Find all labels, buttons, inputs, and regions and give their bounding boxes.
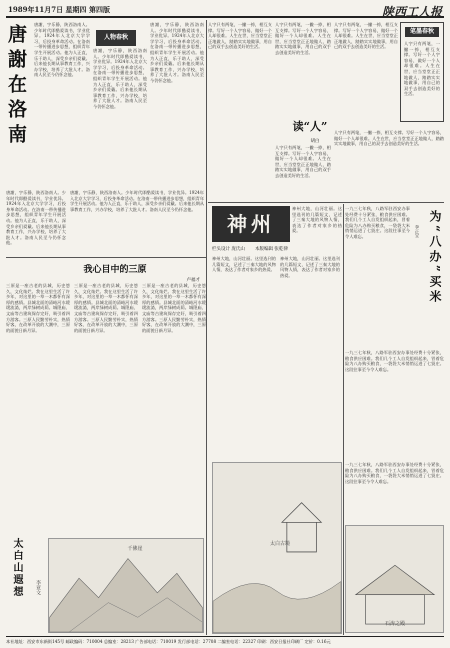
- article1-body-col3: 唐謝，字乐静，陕西洛南人。少年时代即酷爱读书，学业优异。1924年入北京大学学习，后投身革命活动。在洛南一带传播进步思想，组织青年学生开展活动。他为人正直，乐于助人，深受乡亲们爱戴。后来他长期从事教育工作，兴办学校，培养了大批人才。洛南人民至今仍怀念他。: [150, 22, 204, 83]
- divider-middle: [208, 202, 444, 203]
- article3-body-col3: 人字只有两笔，一撇一捺，相互支撑。写好一个人字容易，做好一个人却很难。人生在世，应当堂堂正正地做人，踏踏实实地做事，用自己的双手去创造美好的生活。: [275, 145, 331, 178]
- banner-body: 神州大地，山河壮丽。这里选刊的几篇短文，记述了三秦大地的风物人情，表达了作者对家乡的热爱。: [292, 206, 342, 234]
- sketch1-caption: 千佛崖: [127, 546, 143, 552]
- article3-body-col5: 人字只有两笔，一撇一捺，相互支撑。写好一个人字容易，做好一个人却很难。人生在世，应当堂堂正正地做人，踏踏实实地做事，用自己的双手去创造美好的生活。: [334, 130, 444, 147]
- article3-author: 胡白: [310, 139, 320, 144]
- corner-tag: 笔墨春秋: [405, 27, 439, 37]
- article4-title: 为“八办”买米: [428, 210, 442, 305]
- temple-sketch-icon: [213, 463, 341, 633]
- article1-body-col1: 唐謝，字乐静，陕西洛南人。少年时代即酷爱读书，学业优异。1924年入北京大学学习，后投身革命活动。在洛南一带传播进步思想，组织青年学生开展活动。他为人正直，乐于助人，深受乡亲们爱戴。后来他长期从事教育工作，兴办学校，培养了大批人才。洛南人民至今仍怀念他。: [34, 22, 90, 78]
- article2-title: 我心目中的三原: [83, 265, 147, 275]
- article2-body-col3: 三原是一座古老的县城，历史悠久，文化灿烂。我在这里生活了许多年，对这里的一草一木都怀有深厚的感情。县城北面的清峪河水缓缓流淌，两岸绿树成荫。城隍庙、文庙等古建筑保存完好，吸引着四方游客。三原人民勤劳朴实，热情好客，在改革开放的大潮中，三原的面貌日新月异。: [142, 283, 206, 333]
- hall-sketch-icon: [346, 526, 443, 632]
- article4-body-col2: 一九三七年秋，八路军驻西安办事处经费十分紧张，粮食供应困难。我们几个工人自发组织起来，冒着危险为八办购买粮食，一袋袋大米悄悄运进了七贤庄。这段往事至今令人难忘。: [345, 350, 444, 372]
- article-body-col-mid2: 神州大地，山河壮丽。这里选刊的几篇短文，记述了三秦大地的风物人情，表达了作者对家乡的热爱。: [280, 256, 340, 278]
- article3-title: 读“人”: [292, 120, 328, 133]
- corner-box-text: 人字只有两笔，一撇一捺，相互支撑。写好一个人字容易，做好一个人却很难。人生在世，应当堂堂正正地做人，踏踏实实地做事，用自己的双手去创造美好的生活。: [404, 41, 440, 97]
- article5-author: 李亚文: [35, 580, 41, 595]
- column-rule: [206, 20, 207, 635]
- corner-box: [400, 22, 444, 122]
- article1-body-col5: 唐謝，字乐静，陕西洛南人。少年时代即酷爱读书，学业优异。1924年入北京大学学习，后投身革命活动。在洛南一带传播进步思想，组织青年学生开展活动。他为人正直，乐于助人，深受乡亲们爱戴。后来他长期从事教育工作，兴办学校，培养了大批人才。洛南人民至今仍怀念他。: [70, 190, 205, 212]
- divider: [6, 257, 206, 258]
- sketch-hall: [345, 525, 444, 633]
- article2-author: 卢福才: [186, 278, 200, 283]
- article4-body-col3: 一九三七年秋，八路军驻西安办事处经费十分紧张，粮食供应困难。我们几个工人自发组织起来，冒着危险为八办购买粮食，一袋袋大米悄悄运进了七贤庄。这段往事至今令人难忘。: [345, 462, 444, 484]
- article-body-col-mid1: 神州大地，山河壮丽。这里选刊的几篇短文，记述了三秦大地的风物人情，表达了作者对家乡的热爱。: [212, 256, 276, 273]
- sketch3-caption: 石涛之殿: [384, 621, 405, 627]
- column-rule-2: [343, 204, 344, 635]
- article3-body-col1: 人字只有两笔，一撇一捺，相互支撑。写好一个人字容易，做好一个人却很难。人生在世，应当堂堂正正地做人，踏踏实实地做事，用自己的双手去创造美好的生活。: [208, 22, 272, 50]
- issue-date: 1989年11月7日 星期四 第四版: [8, 5, 110, 14]
- article2-body-col1: 三原是一座古老的县城，历史悠久，文化灿烂。我在这里生活了许多年，对这里的一草一木都怀有深厚的感情。县城北面的清峪河水缓缓流淌，两岸绿树成荫。城隍庙、文庙等古建筑保存完好，吸引着四方游客。三原人民勤劳朴实，热情好客，在改革开放的大潮中，三原的面貌日新月异。: [6, 283, 70, 333]
- sketch2-caption: 太白古境: [269, 541, 290, 547]
- column-tag-people: 人物春秋: [96, 30, 136, 46]
- article5-title: 太白山遐想: [11, 538, 22, 598]
- article1-body-col4: 唐謝，字乐静，陕西洛南人。少年时代即酷爱读书，学业优异。1924年入北京大学学习，后投身革命活动。在洛南一带传播进步思想，组织青年学生开展活动。他为人正直，乐于助人，深受乡亲们爱戴。后来他长期从事教育工作，兴办学校，培养了大批人才。洛南人民至今仍怀念他。: [6, 190, 66, 246]
- sketch-mountain: [48, 538, 204, 633]
- newspaper-logo: 陕西工人报: [381, 5, 442, 19]
- article4-author: 李正宝: [415, 225, 420, 238]
- article2-body-col2: 三原是一座古老的县城，历史悠久，文化灿烂。我在这里生活了许多年，对这里的一草一木都怀有深厚的感情。县城北面的清峪河水缓缓流淌，两岸绿树成荫。城隍庙、文庙等古建筑保存完好，吸引着四方游客。三原人民勤劳朴实，热情好客，在改革开放的大潮中，三原的面貌日新月异。: [74, 283, 138, 333]
- footer: 本社地址：西安市东新街145号 邮政编码：710004 总编室：28213 广告部电话：710019 发行部电话：27708 二编室电话：22327 印刷：西安日报社印刷厂 定价：0.16元: [6, 636, 444, 646]
- article1-body-col2: 唐謝，字乐静，陕西洛南人。少年时代即酷爱读书，学业优异。1924年入北京大学学习，后投身革命活动。在洛南一带传播进步思想，组织青年学生开展活动。他为人正直，乐于助人，深受乡亲们爱戴。后来他长期从事教育工作，兴办学校，培养了大批人才。洛南人民至今仍怀念他。: [93, 48, 147, 109]
- article4-body-col1: 一九三七年秋，八路军驻西安办事处经费十分紧张，粮食供应困难。我们几个工人自发组织起来，冒着危险为八办购买粮食，一袋袋大米悄悄运进了七贤庄。这段往事至今令人难忘。: [345, 206, 410, 239]
- banner-credit1: 栏头设计 庞氏山: [212, 247, 245, 252]
- shenzhou-banner: 神州: [212, 206, 290, 242]
- mountain-sketch-icon: [49, 539, 203, 632]
- sketch-temple: [212, 462, 342, 634]
- banner-credit2: 本版编辑 张乾律: [255, 247, 288, 252]
- article3-body-col4: 人字只有两笔，一撇一捺，相互支撑。写好一个人字容易，做好一个人却很难。人生在世，应当堂堂正正地做人，踏踏实实地做事，用自己的双手去创造美好的生活。: [334, 22, 398, 50]
- masthead: [6, 4, 444, 18]
- article1-title: 唐謝在洛南: [5, 24, 27, 149]
- article3-body-col2: 人字只有两笔，一撇一捺，相互支撑。写好一个人字容易，做好一个人却很难。人生在世，应当堂堂正正地做人，踏踏实实地做事，用自己的双手去创造美好的生活。: [275, 22, 331, 55]
